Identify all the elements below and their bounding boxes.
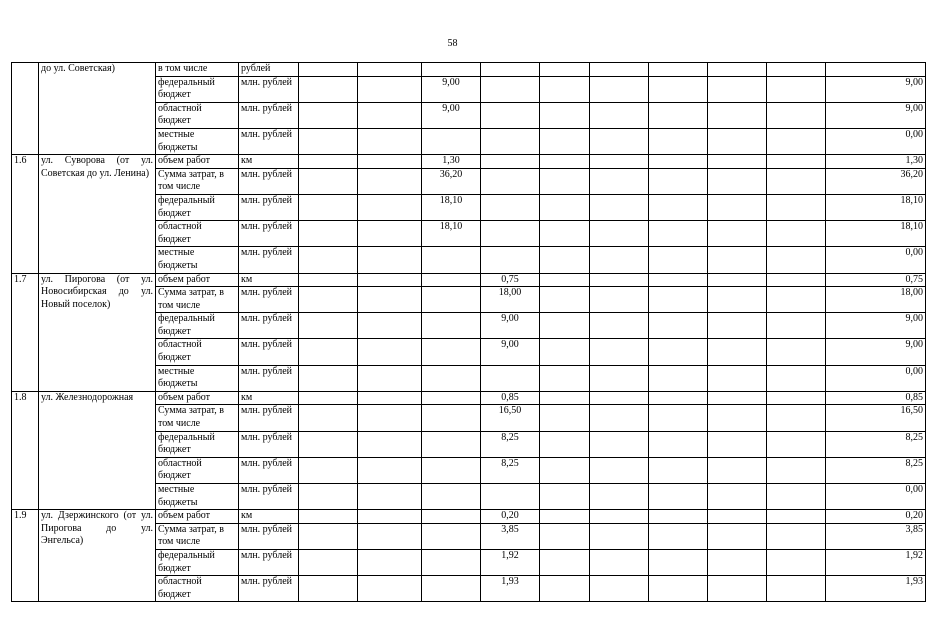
period-value-7 [649, 405, 708, 431]
table-row [12, 510, 926, 524]
period-value-2 [358, 576, 422, 602]
period-value-5 [540, 63, 590, 77]
period-value-4: 0,75 [481, 273, 540, 287]
total-value: 9,00 [826, 76, 926, 102]
period-value-3 [422, 405, 481, 431]
period-value-7 [649, 523, 708, 549]
indicator-type: областной бюджет [156, 102, 239, 128]
period-value-4 [481, 63, 540, 77]
period-value-1 [299, 484, 358, 510]
period-value-8 [708, 221, 767, 247]
period-value-7 [649, 76, 708, 102]
period-value-6 [590, 155, 649, 169]
item-number: 1.9 [12, 510, 39, 602]
unit: млн. рублей [239, 221, 299, 247]
period-value-4: 1,92 [481, 549, 540, 575]
period-value-3 [422, 273, 481, 287]
period-value-8 [708, 405, 767, 431]
table-row [12, 273, 926, 287]
period-value-7 [649, 484, 708, 510]
period-value-1 [299, 339, 358, 365]
unit: рублей [239, 63, 299, 77]
period-value-2 [358, 523, 422, 549]
period-value-8 [708, 128, 767, 154]
period-value-5 [540, 221, 590, 247]
period-value-7 [649, 194, 708, 220]
period-value-4 [481, 194, 540, 220]
period-value-9 [767, 128, 826, 154]
period-value-7 [649, 102, 708, 128]
period-value-9 [767, 168, 826, 194]
period-value-9 [767, 365, 826, 391]
page-number: 58 [447, 38, 458, 49]
period-value-4: 8,25 [481, 431, 540, 457]
period-value-4 [481, 484, 540, 510]
period-value-6 [590, 510, 649, 524]
unit: млн. рублей [239, 405, 299, 431]
period-value-9 [767, 247, 826, 273]
period-value-2 [358, 484, 422, 510]
indicator-type: Сумма затрат, в том числе [156, 523, 239, 549]
total-value: 16,50 [826, 405, 926, 431]
period-value-9 [767, 431, 826, 457]
period-value-1 [299, 549, 358, 575]
period-value-6 [590, 484, 649, 510]
period-value-5 [540, 76, 590, 102]
period-value-9 [767, 391, 826, 405]
period-value-2 [358, 365, 422, 391]
period-value-6 [590, 549, 649, 575]
period-value-4 [481, 221, 540, 247]
unit: млн. рублей [239, 431, 299, 457]
indicator-type: в том числе [156, 63, 239, 77]
period-value-5 [540, 128, 590, 154]
unit: км [239, 391, 299, 405]
period-value-6 [590, 128, 649, 154]
period-value-7 [649, 576, 708, 602]
street-name: до ул. Советская) [39, 63, 156, 155]
period-value-5 [540, 102, 590, 128]
period-value-3 [422, 576, 481, 602]
period-value-5 [540, 549, 590, 575]
period-value-5 [540, 273, 590, 287]
period-value-2 [358, 168, 422, 194]
period-value-8 [708, 391, 767, 405]
period-value-6 [590, 405, 649, 431]
total-value: 0,00 [826, 247, 926, 273]
indicator-type: местные бюджеты [156, 484, 239, 510]
table-row [12, 391, 926, 405]
period-value-3: 18,10 [422, 221, 481, 247]
indicator-type: объем работ [156, 391, 239, 405]
period-value-9 [767, 273, 826, 287]
table-row [12, 155, 926, 169]
period-value-1 [299, 523, 358, 549]
period-value-5 [540, 168, 590, 194]
period-value-8 [708, 549, 767, 575]
period-value-2 [358, 457, 422, 483]
indicator-type: местные бюджеты [156, 128, 239, 154]
period-value-9 [767, 510, 826, 524]
period-value-7 [649, 549, 708, 575]
period-value-2 [358, 128, 422, 154]
period-value-1 [299, 76, 358, 102]
period-value-7 [649, 287, 708, 313]
period-value-7 [649, 168, 708, 194]
period-value-3 [422, 484, 481, 510]
period-value-6 [590, 339, 649, 365]
total-value: 9,00 [826, 313, 926, 339]
period-value-8 [708, 365, 767, 391]
period-value-7 [649, 313, 708, 339]
indicator-type: объем работ [156, 155, 239, 169]
indicator-type: местные бюджеты [156, 365, 239, 391]
table-row [12, 63, 926, 77]
period-value-8 [708, 287, 767, 313]
period-value-3: 18,10 [422, 194, 481, 220]
period-value-6 [590, 76, 649, 102]
period-value-3: 9,00 [422, 76, 481, 102]
period-value-4: 9,00 [481, 313, 540, 339]
period-value-6 [590, 287, 649, 313]
period-value-4: 3,85 [481, 523, 540, 549]
period-value-3 [422, 128, 481, 154]
period-value-5 [540, 576, 590, 602]
total-value: 0,20 [826, 510, 926, 524]
period-value-8 [708, 155, 767, 169]
indicator-type: объем работ [156, 273, 239, 287]
period-value-8 [708, 194, 767, 220]
unit: млн. рублей [239, 576, 299, 602]
indicator-type: областной бюджет [156, 457, 239, 483]
period-value-6 [590, 168, 649, 194]
period-value-7 [649, 63, 708, 77]
unit: млн. рублей [239, 339, 299, 365]
period-value-3 [422, 339, 481, 365]
period-value-8 [708, 484, 767, 510]
unit: км [239, 510, 299, 524]
indicator-type: федеральный бюджет [156, 313, 239, 339]
period-value-8 [708, 102, 767, 128]
period-value-9 [767, 576, 826, 602]
period-value-3: 36,20 [422, 168, 481, 194]
indicator-type: областной бюджет [156, 221, 239, 247]
period-value-4 [481, 168, 540, 194]
period-value-2 [358, 405, 422, 431]
indicator-type: федеральный бюджет [156, 76, 239, 102]
period-value-6 [590, 313, 649, 339]
period-value-1 [299, 194, 358, 220]
period-value-3 [422, 431, 481, 457]
table-body [12, 63, 926, 602]
period-value-9 [767, 102, 826, 128]
period-value-1 [299, 365, 358, 391]
period-value-3 [422, 313, 481, 339]
indicator-type: областной бюджет [156, 576, 239, 602]
period-value-7 [649, 391, 708, 405]
period-value-4 [481, 76, 540, 102]
period-value-5 [540, 457, 590, 483]
period-value-2 [358, 63, 422, 77]
indicator-type: федеральный бюджет [156, 194, 239, 220]
period-value-8 [708, 247, 767, 273]
period-value-6 [590, 576, 649, 602]
period-value-8 [708, 523, 767, 549]
period-value-8 [708, 273, 767, 287]
period-value-2 [358, 287, 422, 313]
period-value-6 [590, 194, 649, 220]
unit: км [239, 155, 299, 169]
period-value-3: 1,30 [422, 155, 481, 169]
total-value: 18,10 [826, 194, 926, 220]
period-value-7 [649, 457, 708, 483]
period-value-6 [590, 457, 649, 483]
period-value-1 [299, 287, 358, 313]
period-value-8 [708, 339, 767, 365]
period-value-5 [540, 391, 590, 405]
period-value-1 [299, 128, 358, 154]
unit: млн. рублей [239, 168, 299, 194]
period-value-2 [358, 76, 422, 102]
period-value-7 [649, 431, 708, 457]
period-value-1 [299, 405, 358, 431]
total-value: 36,20 [826, 168, 926, 194]
period-value-9 [767, 457, 826, 483]
budget-table [11, 62, 926, 602]
period-value-4 [481, 365, 540, 391]
period-value-5 [540, 510, 590, 524]
unit: млн. рублей [239, 194, 299, 220]
period-value-5 [540, 484, 590, 510]
period-value-2 [358, 391, 422, 405]
period-value-8 [708, 510, 767, 524]
unit: млн. рублей [239, 549, 299, 575]
unit: млн. рублей [239, 523, 299, 549]
unit: км [239, 273, 299, 287]
period-value-5 [540, 313, 590, 339]
period-value-1 [299, 510, 358, 524]
period-value-3 [422, 287, 481, 313]
total-value: 3,85 [826, 523, 926, 549]
period-value-4 [481, 128, 540, 154]
unit: млн. рублей [239, 313, 299, 339]
period-value-5 [540, 405, 590, 431]
period-value-4: 1,93 [481, 576, 540, 602]
period-value-6 [590, 391, 649, 405]
period-value-1 [299, 457, 358, 483]
period-value-7 [649, 365, 708, 391]
period-value-2 [358, 194, 422, 220]
period-value-2 [358, 549, 422, 575]
period-value-3 [422, 510, 481, 524]
period-value-9 [767, 405, 826, 431]
period-value-1 [299, 391, 358, 405]
item-number: 1.6 [12, 155, 39, 273]
period-value-1 [299, 247, 358, 273]
period-value-2 [358, 221, 422, 247]
period-value-8 [708, 457, 767, 483]
unit: млн. рублей [239, 102, 299, 128]
period-value-7 [649, 155, 708, 169]
period-value-5 [540, 194, 590, 220]
period-value-5 [540, 339, 590, 365]
street-name: ул. Дзержинского (от ул. Пирогова до ул. Энгельса) [39, 510, 156, 602]
total-value: 18,10 [826, 221, 926, 247]
period-value-1 [299, 431, 358, 457]
period-value-3 [422, 523, 481, 549]
total-value: 1,93 [826, 576, 926, 602]
total-value: 0,75 [826, 273, 926, 287]
unit: млн. рублей [239, 128, 299, 154]
unit: млн. рублей [239, 287, 299, 313]
total-value [826, 63, 926, 77]
period-value-4: 0,20 [481, 510, 540, 524]
period-value-2 [358, 155, 422, 169]
period-value-1 [299, 155, 358, 169]
indicator-type: Сумма затрат, в том числе [156, 287, 239, 313]
period-value-8 [708, 63, 767, 77]
period-value-3 [422, 365, 481, 391]
period-value-6 [590, 221, 649, 247]
period-value-1 [299, 273, 358, 287]
period-value-3 [422, 247, 481, 273]
item-number [12, 63, 39, 155]
total-value: 9,00 [826, 102, 926, 128]
period-value-6 [590, 523, 649, 549]
period-value-9 [767, 339, 826, 365]
period-value-6 [590, 63, 649, 77]
period-value-1 [299, 168, 358, 194]
period-value-1 [299, 313, 358, 339]
street-name: ул. Пирогова (от ул. Новосибирская до ул. Новый поселок) [39, 273, 156, 391]
total-value: 0,00 [826, 128, 926, 154]
period-value-8 [708, 576, 767, 602]
period-value-1 [299, 576, 358, 602]
period-value-7 [649, 339, 708, 365]
street-name: ул. Суворова (от ул. Советская до ул. Ленина) [39, 155, 156, 273]
period-value-9 [767, 549, 826, 575]
period-value-5 [540, 431, 590, 457]
unit: млн. рублей [239, 76, 299, 102]
indicator-type: федеральный бюджет [156, 431, 239, 457]
unit: млн. рублей [239, 365, 299, 391]
total-value: 8,25 [826, 457, 926, 483]
period-value-9 [767, 63, 826, 77]
period-value-9 [767, 523, 826, 549]
period-value-5 [540, 247, 590, 273]
period-value-4: 18,00 [481, 287, 540, 313]
period-value-6 [590, 273, 649, 287]
period-value-2 [358, 431, 422, 457]
total-value: 0,85 [826, 391, 926, 405]
period-value-8 [708, 313, 767, 339]
indicator-type: Сумма затрат, в том числе [156, 168, 239, 194]
unit: млн. рублей [239, 457, 299, 483]
period-value-4 [481, 247, 540, 273]
period-value-9 [767, 287, 826, 313]
total-value: 9,00 [826, 339, 926, 365]
period-value-2 [358, 510, 422, 524]
period-value-2 [358, 313, 422, 339]
total-value: 18,00 [826, 287, 926, 313]
period-value-6 [590, 247, 649, 273]
period-value-6 [590, 365, 649, 391]
period-value-2 [358, 102, 422, 128]
period-value-6 [590, 431, 649, 457]
period-value-3: 9,00 [422, 102, 481, 128]
period-value-3 [422, 63, 481, 77]
period-value-7 [649, 510, 708, 524]
period-value-9 [767, 221, 826, 247]
indicator-type: объем работ [156, 510, 239, 524]
period-value-4: 9,00 [481, 339, 540, 365]
indicator-type: областной бюджет [156, 339, 239, 365]
period-value-8 [708, 431, 767, 457]
period-value-7 [649, 221, 708, 247]
period-value-7 [649, 273, 708, 287]
item-number: 1.8 [12, 391, 39, 509]
period-value-9 [767, 313, 826, 339]
total-value: 0,00 [826, 484, 926, 510]
period-value-4: 16,50 [481, 405, 540, 431]
unit: млн. рублей [239, 247, 299, 273]
period-value-1 [299, 63, 358, 77]
period-value-2 [358, 273, 422, 287]
total-value: 1,30 [826, 155, 926, 169]
total-value: 0,00 [826, 365, 926, 391]
period-value-4: 8,25 [481, 457, 540, 483]
period-value-3 [422, 549, 481, 575]
indicator-type: местные бюджеты [156, 247, 239, 273]
indicator-type: Сумма затрат, в том числе [156, 405, 239, 431]
period-value-9 [767, 155, 826, 169]
period-value-6 [590, 102, 649, 128]
period-value-8 [708, 76, 767, 102]
item-number: 1.7 [12, 273, 39, 391]
period-value-2 [358, 247, 422, 273]
period-value-9 [767, 194, 826, 220]
period-value-4 [481, 155, 540, 169]
street-name: ул. Железнодорожная [39, 391, 156, 509]
total-value: 8,25 [826, 431, 926, 457]
period-value-4: 0,85 [481, 391, 540, 405]
period-value-3 [422, 391, 481, 405]
unit: млн. рублей [239, 484, 299, 510]
period-value-1 [299, 221, 358, 247]
period-value-8 [708, 168, 767, 194]
period-value-3 [422, 457, 481, 483]
period-value-9 [767, 76, 826, 102]
period-value-7 [649, 128, 708, 154]
period-value-1 [299, 102, 358, 128]
period-value-4 [481, 102, 540, 128]
indicator-type: федеральный бюджет [156, 549, 239, 575]
period-value-7 [649, 247, 708, 273]
total-value: 1,92 [826, 549, 926, 575]
period-value-5 [540, 365, 590, 391]
period-value-9 [767, 484, 826, 510]
period-value-5 [540, 523, 590, 549]
period-value-5 [540, 155, 590, 169]
period-value-2 [358, 339, 422, 365]
period-value-5 [540, 287, 590, 313]
